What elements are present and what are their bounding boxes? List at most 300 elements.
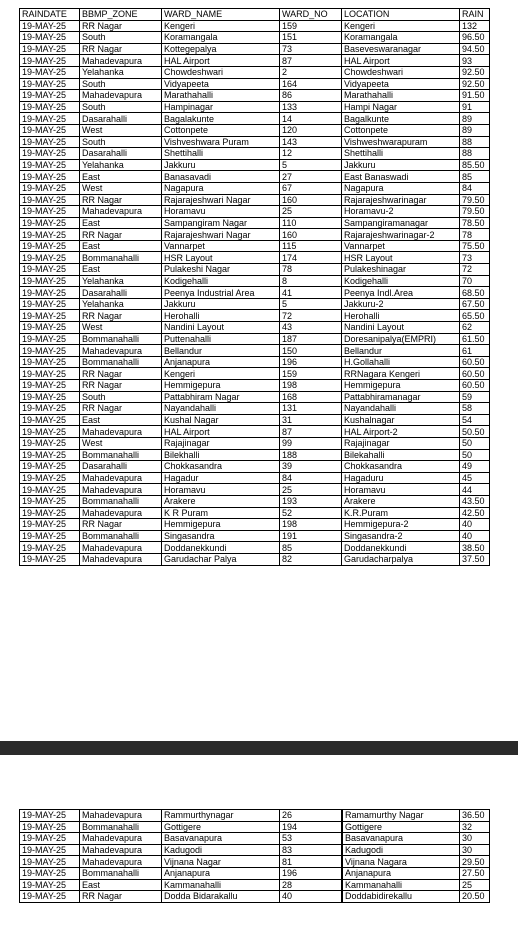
- cell-bbmp-zone: Yelahanka: [80, 159, 162, 171]
- cell-rain: 92.50: [460, 66, 490, 78]
- cell-location: Herohalli: [342, 310, 460, 322]
- table-row: [20, 484, 490, 496]
- cell-ward-name: Marathahalli: [162, 90, 280, 102]
- cell-raindate: 19-MAY-25: [20, 810, 80, 822]
- cell-location: Nayandahalli: [342, 403, 460, 415]
- cell-raindate: 19-MAY-25: [20, 159, 80, 171]
- cell-ward-name: Cottonpete: [162, 124, 280, 136]
- cell-bbmp-zone: Mahadevapura: [80, 542, 162, 554]
- table-row: [20, 148, 490, 160]
- cell-ward-name: Horamavu: [162, 206, 280, 218]
- cell-location: Bagalkunte: [342, 113, 460, 125]
- cell-location: Hemmigepura-2: [342, 519, 460, 531]
- table-row: [20, 287, 490, 299]
- cell-raindate: 19-MAY-25: [20, 345, 80, 357]
- cell-bbmp-zone: RR Nagar: [80, 368, 162, 380]
- cell-rain: 20.50: [460, 891, 490, 903]
- cell-ward-no: 26: [280, 810, 342, 822]
- cell-location: Gottigere: [343, 821, 460, 833]
- cell-bbmp-zone: RR Nagar: [80, 310, 162, 322]
- cell-raindate: 19-MAY-25: [20, 856, 80, 868]
- cell-raindate: 19-MAY-25: [20, 20, 80, 32]
- table-row: [20, 66, 490, 78]
- cell-bbmp-zone: Bommanahalli: [80, 495, 162, 507]
- cell-bbmp-zone: Mahadevapura: [80, 833, 162, 845]
- cell-ward-no: 2: [280, 66, 342, 78]
- table-row: [20, 391, 490, 403]
- table-row: [20, 891, 490, 903]
- cell-bbmp-zone: Mahadevapura: [80, 206, 162, 218]
- table-row: [20, 113, 490, 125]
- cell-bbmp-zone: RR Nagar: [80, 891, 162, 903]
- cell-location: Chokkasandra: [342, 461, 460, 473]
- cell-raindate: 19-MAY-25: [20, 403, 80, 415]
- cell-raindate: 19-MAY-25: [20, 867, 80, 879]
- cell-ward-no: 159: [280, 368, 342, 380]
- table-row: [20, 472, 490, 484]
- cell-ward-no: 87: [280, 55, 342, 67]
- cell-ward-name: Pattabhiram Nagar: [162, 391, 280, 403]
- cell-ward-name: Peenya Industrial Area: [162, 287, 280, 299]
- cell-bbmp-zone: Yelahanka: [80, 275, 162, 287]
- cell-location: Vidyapeeta: [342, 78, 460, 90]
- table-row: [20, 78, 490, 90]
- cell-location: Doddanekkundi: [342, 542, 460, 554]
- cell-ward-no: 188: [280, 449, 342, 461]
- table-row: [20, 380, 490, 392]
- cell-bbmp-zone: RR Nagar: [80, 229, 162, 241]
- cell-ward-no: 78: [280, 264, 342, 276]
- cell-location: Hemmigepura: [342, 380, 460, 392]
- cell-ward-name: Shettihalli: [162, 148, 280, 160]
- cell-location: Rajajinagar: [342, 437, 460, 449]
- cell-location: Pattabhiramanagar: [342, 391, 460, 403]
- cell-location: Nandini Layout: [342, 322, 460, 334]
- cell-raindate: 19-MAY-25: [20, 32, 80, 44]
- cell-ward-no: 193: [280, 495, 342, 507]
- table-row: [20, 426, 490, 438]
- cell-raindate: 19-MAY-25: [20, 879, 80, 891]
- cell-ward-no: 53: [280, 833, 342, 845]
- table-row: [20, 833, 490, 845]
- cell-ward-name: Horamavu: [162, 484, 280, 496]
- cell-raindate: 19-MAY-25: [20, 217, 80, 229]
- cell-ward-no: 85: [280, 542, 342, 554]
- table-row: [20, 403, 490, 415]
- cell-rain: 72: [460, 264, 490, 276]
- cell-ward-no: 25: [280, 484, 342, 496]
- cell-ward-no: 133: [280, 101, 342, 113]
- cell-location: Kodigehalli: [342, 275, 460, 287]
- cell-location: Anjanapura: [343, 867, 460, 879]
- cell-location: Arakere: [342, 495, 460, 507]
- table-row: [20, 194, 490, 206]
- cell-bbmp-zone: Dasarahalli: [80, 287, 162, 299]
- cell-ward-name: Vannarpet: [162, 240, 280, 252]
- cell-location: Marathahalli: [342, 90, 460, 102]
- cell-bbmp-zone: RR Nagar: [80, 20, 162, 32]
- cell-rain: 91: [460, 101, 490, 113]
- cell-bbmp-zone: Mahadevapura: [80, 844, 162, 856]
- cell-ward-name: Nandini Layout: [162, 322, 280, 334]
- cell-rain: 93: [460, 55, 490, 67]
- cell-raindate: 19-MAY-25: [20, 113, 80, 125]
- cell-location: Ramamurthy Nagar: [343, 810, 460, 822]
- cell-bbmp-zone: Mahadevapura: [80, 553, 162, 565]
- cell-rain: 30: [460, 833, 490, 845]
- cell-location: Horamavu: [342, 484, 460, 496]
- cell-ward-no: 43: [280, 322, 342, 334]
- table-row: [20, 43, 490, 55]
- cell-bbmp-zone: Bommanahalli: [80, 252, 162, 264]
- cell-bbmp-zone: East: [80, 879, 162, 891]
- cell-raindate: 19-MAY-25: [20, 542, 80, 554]
- cell-bbmp-zone: Bommanahalli: [80, 449, 162, 461]
- cell-bbmp-zone: East: [80, 240, 162, 252]
- cell-ward-name: Sampangiram Nagar: [162, 217, 280, 229]
- cell-ward-name: Nayandahalli: [162, 403, 280, 415]
- cell-rain: 89: [460, 124, 490, 136]
- cell-ward-name: Kodigehalli: [162, 275, 280, 287]
- cell-rain: 40: [460, 519, 490, 531]
- cell-rain: 94.50: [460, 43, 490, 55]
- table-row: [20, 32, 490, 44]
- cell-rain: 36.50: [460, 810, 490, 822]
- cell-raindate: 19-MAY-25: [20, 55, 80, 67]
- cell-ward-name: Hemmigepura: [162, 519, 280, 531]
- cell-raindate: 19-MAY-25: [20, 472, 80, 484]
- cell-ward-name: HSR Layout: [162, 252, 280, 264]
- cell-rain: 60.50: [460, 368, 490, 380]
- cell-ward-no: 12: [280, 148, 342, 160]
- cell-ward-no: 160: [280, 194, 342, 206]
- cell-ward-name: Doddanekkundi: [162, 542, 280, 554]
- cell-location: Rajarajeshwarinagar: [342, 194, 460, 206]
- cell-bbmp-zone: Mahadevapura: [80, 426, 162, 438]
- table-row: [20, 171, 490, 183]
- cell-ward-name: Bellandur: [162, 345, 280, 357]
- table-row: [20, 519, 490, 531]
- table-row: [20, 507, 490, 519]
- cell-location: Cottonpete: [342, 124, 460, 136]
- cell-rain: 79.50: [460, 206, 490, 218]
- cell-ward-no: 143: [280, 136, 342, 148]
- cell-ward-no: 28: [280, 879, 342, 891]
- cell-bbmp-zone: East: [80, 414, 162, 426]
- cell-ward-no: 25: [280, 206, 342, 218]
- table-row: [20, 867, 490, 879]
- cell-location: Basavanapura: [343, 833, 460, 845]
- cell-raindate: 19-MAY-25: [20, 844, 80, 856]
- table-row: [20, 856, 490, 868]
- cell-location: HAL Airport: [342, 55, 460, 67]
- cell-raindate: 19-MAY-25: [20, 171, 80, 183]
- cell-bbmp-zone: East: [80, 264, 162, 276]
- cell-raindate: 19-MAY-25: [20, 356, 80, 368]
- cell-bbmp-zone: South: [80, 101, 162, 113]
- cell-bbmp-zone: Dasarahalli: [80, 148, 162, 160]
- cell-location: Garudacharpalya: [342, 553, 460, 565]
- cell-ward-name: HAL Airport: [162, 426, 280, 438]
- cell-bbmp-zone: Yelahanka: [80, 66, 162, 78]
- cell-raindate: 19-MAY-25: [20, 229, 80, 241]
- cell-bbmp-zone: Mahadevapura: [80, 90, 162, 102]
- cell-bbmp-zone: South: [80, 32, 162, 44]
- table-row: [20, 136, 490, 148]
- cell-ward-no: 5: [280, 159, 342, 171]
- cell-location: Bellandur: [342, 345, 460, 357]
- cell-raindate: 19-MAY-25: [20, 495, 80, 507]
- cell-ward-no: 8: [280, 275, 342, 287]
- cell-location: Pulakeshinagar: [342, 264, 460, 276]
- cell-bbmp-zone: Mahadevapura: [80, 856, 162, 868]
- cell-rain: 58: [460, 403, 490, 415]
- cell-location: Baseveswaranagar: [342, 43, 460, 55]
- cell-raindate: 19-MAY-25: [20, 90, 80, 102]
- cell-location: Vijnana Nagara: [343, 856, 460, 868]
- cell-ward-no: 198: [280, 380, 342, 392]
- cell-ward-name: Hampinagar: [162, 101, 280, 113]
- cell-ward-no: 41: [280, 287, 342, 299]
- cell-rain: 88: [460, 136, 490, 148]
- cell-raindate: 19-MAY-25: [20, 124, 80, 136]
- cell-bbmp-zone: Mahadevapura: [80, 345, 162, 357]
- table-row: [20, 414, 490, 426]
- cell-raindate: 19-MAY-25: [20, 449, 80, 461]
- cell-ward-no: 5: [280, 298, 342, 310]
- cell-bbmp-zone: Mahadevapura: [80, 484, 162, 496]
- cell-raindate: 19-MAY-25: [20, 194, 80, 206]
- table-row: [20, 310, 490, 322]
- cell-location: Shettihalli: [342, 148, 460, 160]
- cell-raindate: 19-MAY-25: [20, 43, 80, 55]
- cell-location: HSR Layout: [342, 252, 460, 264]
- table-row: [20, 333, 490, 345]
- cell-bbmp-zone: RR Nagar: [80, 43, 162, 55]
- cell-location: Rajarajeshwarinagar-2: [342, 229, 460, 241]
- cell-ward-name: Anjanapura: [162, 356, 280, 368]
- table-row: [20, 229, 490, 241]
- cell-location: Bilekahalli: [342, 449, 460, 461]
- table-body: [20, 20, 490, 565]
- cell-bbmp-zone: Mahadevapura: [80, 507, 162, 519]
- table-header-row: [20, 9, 490, 21]
- cell-rain: 61.50: [460, 333, 490, 345]
- cell-bbmp-zone: RR Nagar: [80, 519, 162, 531]
- table-row: [20, 298, 490, 310]
- cell-rain: 70: [460, 275, 490, 287]
- cell-bbmp-zone: South: [80, 78, 162, 90]
- table-row: [20, 368, 490, 380]
- cell-location: Kushalnagar: [342, 414, 460, 426]
- cell-bbmp-zone: Mahadevapura: [80, 810, 162, 822]
- cell-rain: 75.50: [460, 240, 490, 252]
- cell-ward-no: 150: [280, 345, 342, 357]
- cell-ward-name: Koramangala: [162, 32, 280, 44]
- cell-location: Singasandra-2: [342, 530, 460, 542]
- cell-rain: 85: [460, 171, 490, 183]
- cell-raindate: 19-MAY-25: [20, 530, 80, 542]
- cell-ward-name: Chokkasandra: [162, 461, 280, 473]
- cell-rain: 92.50: [460, 78, 490, 90]
- table-body: [20, 810, 490, 903]
- cell-ward-name: K R Puram: [162, 507, 280, 519]
- table-row: [20, 810, 490, 822]
- cell-rain: 62: [460, 322, 490, 334]
- cell-location: Doresanipalya(EMPRI): [342, 333, 460, 345]
- cell-rain: 68.50: [460, 287, 490, 299]
- cell-ward-name: Chowdeshwari: [162, 66, 280, 78]
- cell-ward-name: Banasavadi: [162, 171, 280, 183]
- cell-ward-name: Arakere: [162, 495, 280, 507]
- cell-ward-no: 86: [280, 90, 342, 102]
- cell-ward-name: Dodda Bidarakallu: [162, 891, 280, 903]
- cell-rain: 88: [460, 148, 490, 160]
- cell-bbmp-zone: Bommanahalli: [80, 333, 162, 345]
- cell-ward-name: Kadugodi: [162, 844, 280, 856]
- cell-rain: 91.50: [460, 90, 490, 102]
- cell-bbmp-zone: Dasarahalli: [80, 113, 162, 125]
- cell-rain: 50: [460, 437, 490, 449]
- cell-location: Kammanahalli: [343, 879, 460, 891]
- cell-ward-no: 110: [280, 217, 342, 229]
- cell-raindate: 19-MAY-25: [20, 101, 80, 113]
- cell-ward-no: 164: [280, 78, 342, 90]
- column-header-rain: RAIN: [460, 9, 490, 21]
- rainfall-table-continued: [19, 809, 490, 903]
- cell-raindate: 19-MAY-25: [20, 136, 80, 148]
- cell-rain: 60.50: [460, 356, 490, 368]
- table-row: [20, 879, 490, 891]
- cell-ward-no: 31: [280, 414, 342, 426]
- cell-location: Kadugodi: [343, 844, 460, 856]
- table-row: [20, 437, 490, 449]
- cell-ward-no: 187: [280, 333, 342, 345]
- cell-location: Nagapura: [342, 182, 460, 194]
- cell-ward-no: 131: [280, 403, 342, 415]
- cell-rain: 65.50: [460, 310, 490, 322]
- cell-location: Vishweshwarapuram: [342, 136, 460, 148]
- cell-rain: 49: [460, 461, 490, 473]
- cell-raindate: 19-MAY-25: [20, 380, 80, 392]
- cell-ward-name: Kammanahalli: [162, 879, 280, 891]
- cell-raindate: 19-MAY-25: [20, 519, 80, 531]
- cell-location: Chowdeshwari: [342, 66, 460, 78]
- cell-rain: 59: [460, 391, 490, 403]
- cell-ward-name: Herohalli: [162, 310, 280, 322]
- cell-location: Hampi Nagar: [342, 101, 460, 113]
- table-row: [20, 356, 490, 368]
- cell-rain: 29.50: [460, 856, 490, 868]
- cell-rain: 79.50: [460, 194, 490, 206]
- cell-raindate: 19-MAY-25: [20, 182, 80, 194]
- cell-raindate: 19-MAY-25: [20, 414, 80, 426]
- cell-ward-no: 115: [280, 240, 342, 252]
- cell-bbmp-zone: West: [80, 437, 162, 449]
- cell-raindate: 19-MAY-25: [20, 252, 80, 264]
- cell-rain: 89: [460, 113, 490, 125]
- cell-rain: 40: [460, 530, 490, 542]
- cell-ward-no: 151: [280, 32, 342, 44]
- table-row: [20, 240, 490, 252]
- table-row: [20, 124, 490, 136]
- cell-rain: 42.50: [460, 507, 490, 519]
- table-row: [20, 542, 490, 554]
- cell-bbmp-zone: East: [80, 217, 162, 229]
- table-row: [20, 252, 490, 264]
- cell-raindate: 19-MAY-25: [20, 333, 80, 345]
- cell-rain: 54: [460, 414, 490, 426]
- cell-bbmp-zone: West: [80, 124, 162, 136]
- cell-bbmp-zone: Mahadevapura: [80, 55, 162, 67]
- cell-ward-no: 27: [280, 171, 342, 183]
- cell-rain: 96.50: [460, 32, 490, 44]
- cell-ward-name: Vishveshwara Puram: [162, 136, 280, 148]
- cell-ward-no: 72: [280, 310, 342, 322]
- cell-ward-name: Bilekhalli: [162, 449, 280, 461]
- cell-bbmp-zone: Bommanahalli: [80, 821, 162, 833]
- cell-rain: 78: [460, 229, 490, 241]
- cell-rain: 32: [460, 821, 490, 833]
- cell-bbmp-zone: South: [80, 391, 162, 403]
- cell-location: East Banaswadi: [342, 171, 460, 183]
- cell-raindate: 19-MAY-25: [20, 298, 80, 310]
- rainfall-table: [19, 8, 490, 566]
- cell-ward-no: 196: [280, 356, 342, 368]
- cell-rain: 44: [460, 484, 490, 496]
- cell-bbmp-zone: Bommanahalli: [80, 356, 162, 368]
- cell-location: Jakkuru: [342, 159, 460, 171]
- cell-location: Doddabidirekallu: [343, 891, 460, 903]
- page-separator: [0, 741, 518, 755]
- cell-ward-no: 87: [280, 426, 342, 438]
- cell-ward-name: Kottegepalya: [162, 43, 280, 55]
- cell-rain: 30: [460, 844, 490, 856]
- cell-rain: 85.50: [460, 159, 490, 171]
- cell-ward-no: 198: [280, 519, 342, 531]
- cell-ward-name: Basavanapura: [162, 833, 280, 845]
- cell-bbmp-zone: Yelahanka: [80, 298, 162, 310]
- cell-bbmp-zone: Mahadevapura: [80, 472, 162, 484]
- table-row: [20, 275, 490, 287]
- table-row: [20, 55, 490, 67]
- cell-raindate: 19-MAY-25: [20, 275, 80, 287]
- cell-ward-name: Garudachar Palya: [162, 553, 280, 565]
- cell-ward-no: 84: [280, 472, 342, 484]
- cell-rain: 78.50: [460, 217, 490, 229]
- column-header-ward-name: WARD_NAME: [162, 9, 280, 21]
- cell-ward-no: 83: [280, 844, 342, 856]
- cell-bbmp-zone: Bommanahalli: [80, 530, 162, 542]
- cell-raindate: 19-MAY-25: [20, 310, 80, 322]
- table-row: [20, 90, 490, 102]
- cell-location: Jakkuru-2: [342, 298, 460, 310]
- cell-ward-name: Rammurthynagar: [162, 810, 280, 822]
- table-row: [20, 495, 490, 507]
- column-header-bbmp-zone: BBMP_ZONE: [80, 9, 162, 21]
- column-header-ward-no: WARD_NO: [280, 9, 342, 21]
- cell-ward-name: Nagapura: [162, 182, 280, 194]
- cell-location: RRNagara Kengeri: [342, 368, 460, 380]
- table-row: [20, 530, 490, 542]
- cell-ward-name: Vijnana Nagar: [162, 856, 280, 868]
- cell-bbmp-zone: RR Nagar: [80, 194, 162, 206]
- table-row: [20, 206, 490, 218]
- cell-bbmp-zone: South: [80, 136, 162, 148]
- cell-rain: 50: [460, 449, 490, 461]
- cell-location: Hagaduru: [342, 472, 460, 484]
- cell-ward-name: Kengeri: [162, 368, 280, 380]
